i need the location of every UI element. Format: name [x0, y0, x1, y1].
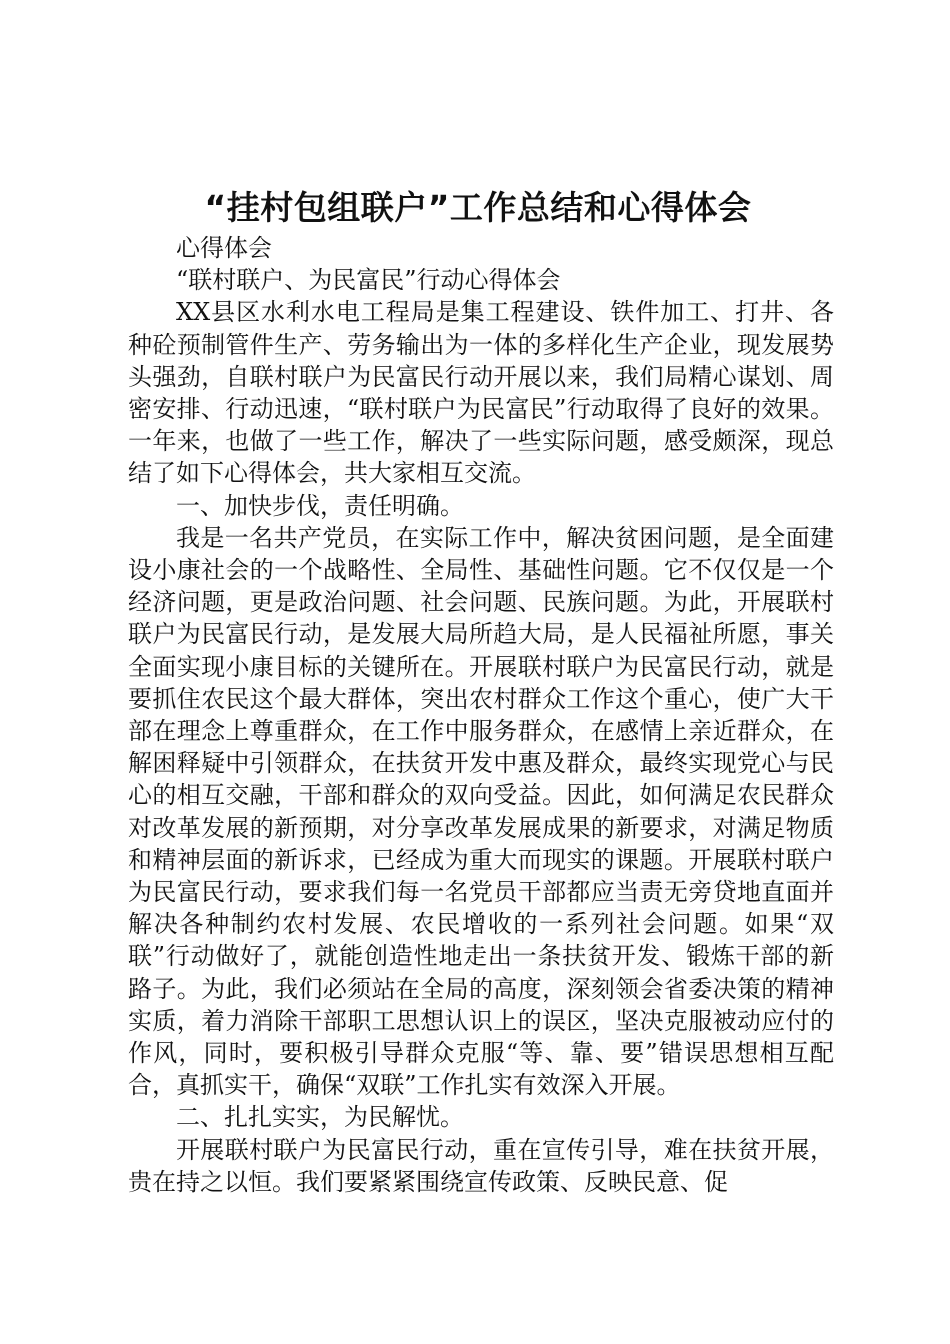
intro-paragraph: XX县区水利水电工程局是集工程建设、铁件加工、打井、各种砼预制管件生产、劳务输出为一体的多样化生产企业，现发展势头强劲，自联村联户为民富民行动开展以来，我们局精心谋划、周密安排、行动迅速，“联村联户为民富民”行动取得了良好的效果。一年来，也做了一些工作，解决了一些实际问题，感受颇深，现总结了如下心得体会，共大家相互交流。: [128, 298, 834, 488]
body-paragraph-2: 开展联村联户为民富民行动，重在宣传引导，难在扶贫开展，贵在持之以恒。我们要紧紧围绕宣传政策、反映民意、促: [128, 1135, 834, 1196]
section-heading-1: 一、加快步伐，责任明确。: [176, 491, 464, 520]
subtitle: “联村联户、为民富民”行动心得体会: [176, 266, 561, 295]
section-heading-2: 二、扎扎实实，为民解忧。: [176, 1103, 464, 1132]
section-label: 心得体会: [176, 234, 272, 262]
document-body: [128, 232, 834, 1198]
body-paragraph-1: 我是一名共产党员，在实际工作中，解决贫困问题，是全面建设小康社会的一个战略性、全局性、基础性问题。它不仅仅是一个经济问题，更是政治问题、社会问题、民族问题。为此，开展联村联户为民富民行动，是发展大局所趋大局，是人民福祉所愿，事关全面实现小康目标的关键所在。开展联村联户为民富民行动，就是要抓住农民这个最大群体，突出农村群众工作这个重心，使广大干部在理念上尊重群众，在工作中服务群众，在感情上亲近群众，在解困释疑中引领群众，在扶贫开发中惠及群众，最终实现党心与民心的相互交融，干部和群众的双向受益。因此，如何满足农民群众对改革发展的新预期，对分享改革发展成果的新要求，对满足物质和精神层面的新诉求，已经成为重大而现实的课题。开展联村联户为民富民行动，要求我们每一名党员干部都应当责无旁贷地直面并解决各种制约农村发展、农民增收的一系列社会问题。如果“双联”行动做好了，就能创造性地走出一条扶贫开发、锻炼干部的新路子。为此，我们必须站在全局的高度，深刻领会省委决策的精神实质，着力消除干部职工思想认识上的误区，坚决克服被动应付的作风，同时，要积极引导群众克服“等、靠、要”错误思想相互配合，真抓实干，确保“双联”工作扎实有效深入开展。: [128, 523, 834, 1100]
document-title: “挂村包组联户”工作总结和心得体会: [204, 188, 752, 227]
